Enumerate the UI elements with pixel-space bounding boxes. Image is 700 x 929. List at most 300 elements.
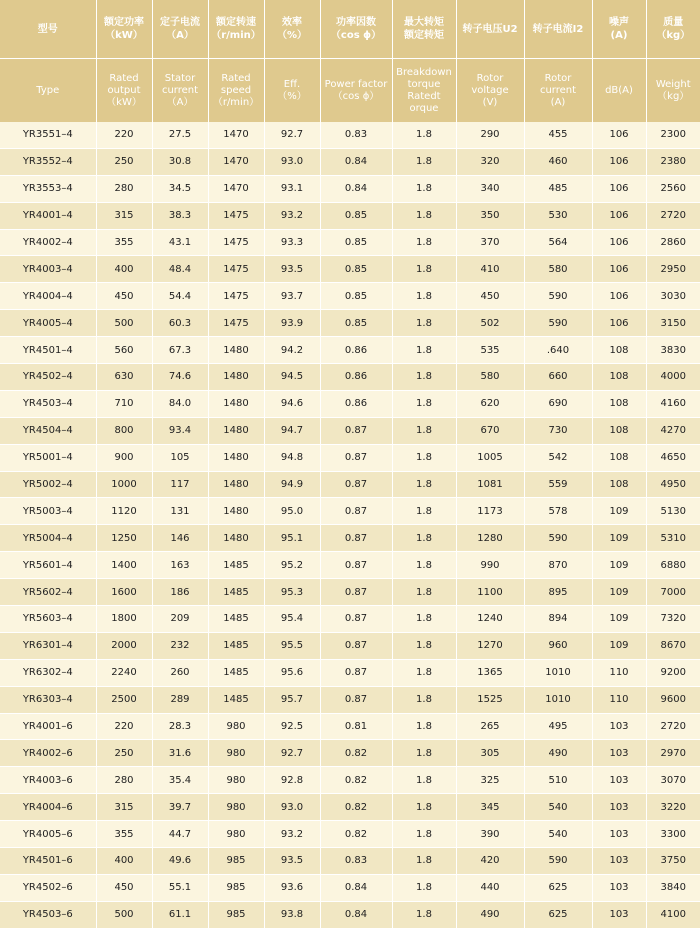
table-cell: 31.6: [152, 740, 208, 767]
header-cell: 定子电流 （A）: [152, 0, 208, 59]
table-cell: 106: [592, 256, 646, 283]
table-cell: 7320: [646, 606, 700, 633]
table-cell: 109: [592, 579, 646, 606]
table-row: [0, 794, 700, 821]
table-cell: 117: [152, 471, 208, 498]
table-cell: 93.8: [264, 901, 320, 928]
table-cell: 290: [456, 122, 524, 148]
table-cell: 500: [96, 310, 152, 337]
table-cell: 0.87: [320, 417, 392, 444]
header-cell: Rated output （kW）: [96, 59, 152, 123]
table-cell: 800: [96, 417, 152, 444]
table-cell: 74.6: [152, 364, 208, 391]
table-cell: 1250: [96, 525, 152, 552]
table-cell: 355: [96, 229, 152, 256]
table-cell: 250: [96, 740, 152, 767]
table-row: [0, 202, 700, 229]
table-cell: 35.4: [152, 767, 208, 794]
table-cell: 564: [524, 229, 592, 256]
table-cell: 93.4: [152, 417, 208, 444]
table-cell: 1470: [208, 148, 264, 175]
type-cell: YR4004–6: [0, 794, 96, 821]
table-cell: 2720: [646, 713, 700, 740]
table-cell: 94.2: [264, 337, 320, 364]
table-cell: 48.4: [152, 256, 208, 283]
table-cell: 350: [456, 202, 524, 229]
table-cell: 730: [524, 417, 592, 444]
table-cell: 60.3: [152, 310, 208, 337]
table-cell: 1.8: [392, 444, 456, 471]
table-cell: 1.8: [392, 659, 456, 686]
table-cell: 3300: [646, 821, 700, 848]
table-cell: 895: [524, 579, 592, 606]
table-cell: 39.7: [152, 794, 208, 821]
table-cell: 980: [208, 794, 264, 821]
table-row: [0, 148, 700, 175]
table-cell: 1010: [524, 686, 592, 713]
table-cell: 0.85: [320, 310, 392, 337]
table-row: [0, 256, 700, 283]
table-cell: 1.8: [392, 202, 456, 229]
table-cell: 960: [524, 632, 592, 659]
table-cell: 1485: [208, 579, 264, 606]
table-cell: 2380: [646, 148, 700, 175]
table-cell: 1.8: [392, 874, 456, 901]
table-cell: 95.2: [264, 552, 320, 579]
table-cell: 0.87: [320, 471, 392, 498]
type-cell: YR5001–4: [0, 444, 96, 471]
type-cell: YR4501–4: [0, 337, 96, 364]
table-row: [0, 471, 700, 498]
table-cell: 92.5: [264, 713, 320, 740]
table-cell: 103: [592, 901, 646, 928]
table-cell: 625: [524, 901, 592, 928]
table-cell: 410: [456, 256, 524, 283]
type-cell: YR3551–4: [0, 122, 96, 148]
table-cell: 1.8: [392, 256, 456, 283]
table-cell: 590: [524, 525, 592, 552]
table-row: [0, 874, 700, 901]
table-cell: 460: [524, 148, 592, 175]
table-cell: 106: [592, 148, 646, 175]
table-cell: 355: [96, 821, 152, 848]
table-cell: 103: [592, 821, 646, 848]
type-cell: YR4502–6: [0, 874, 96, 901]
type-cell: YR5003–4: [0, 498, 96, 525]
table-cell: 0.87: [320, 632, 392, 659]
type-cell: YR6301–4: [0, 632, 96, 659]
table-cell: 250: [96, 148, 152, 175]
table-cell: 55.1: [152, 874, 208, 901]
table-cell: 1.8: [392, 417, 456, 444]
table-cell: 5130: [646, 498, 700, 525]
type-cell: YR6302–4: [0, 659, 96, 686]
type-cell: YR3552–4: [0, 148, 96, 175]
table-cell: 95.6: [264, 659, 320, 686]
header-cell: Stator current （A）: [152, 59, 208, 123]
table-cell: 450: [96, 283, 152, 310]
table-cell: 280: [96, 767, 152, 794]
table-cell: 1.8: [392, 632, 456, 659]
table-cell: 4950: [646, 471, 700, 498]
table-cell: 4270: [646, 417, 700, 444]
table-cell: 7000: [646, 579, 700, 606]
table-cell: 530: [524, 202, 592, 229]
table-row: [0, 901, 700, 928]
table-cell: 502: [456, 310, 524, 337]
table-cell: 103: [592, 794, 646, 821]
table-cell: 0.85: [320, 256, 392, 283]
table-cell: 1.8: [392, 901, 456, 928]
table-row: [0, 364, 700, 391]
table-cell: 0.85: [320, 202, 392, 229]
table-cell: 109: [592, 632, 646, 659]
table-cell: 1485: [208, 606, 264, 633]
table-cell: 28.3: [152, 713, 208, 740]
table-cell: 1173: [456, 498, 524, 525]
table-cell: 1800: [96, 606, 152, 633]
table-cell: 0.83: [320, 122, 392, 148]
table-cell: 0.84: [320, 901, 392, 928]
table-cell: 660: [524, 364, 592, 391]
table-cell: 2950: [646, 256, 700, 283]
table-row: [0, 175, 700, 202]
table-cell: 110: [592, 659, 646, 686]
type-cell: YR4002–6: [0, 740, 96, 767]
header-cell: 额定转速 （r/min）: [208, 0, 264, 59]
table-cell: 980: [208, 767, 264, 794]
table-cell: 3830: [646, 337, 700, 364]
table-cell: 106: [592, 122, 646, 148]
table-cell: 540: [524, 794, 592, 821]
table-cell: 95.1: [264, 525, 320, 552]
table-cell: 108: [592, 444, 646, 471]
table-cell: 455: [524, 122, 592, 148]
table-cell: 0.87: [320, 552, 392, 579]
table-cell: 94.9: [264, 471, 320, 498]
table-cell: .640: [524, 337, 592, 364]
table-cell: 1081: [456, 471, 524, 498]
table-cell: 440: [456, 874, 524, 901]
table-cell: 106: [592, 283, 646, 310]
table-cell: 1470: [208, 122, 264, 148]
table-row: [0, 310, 700, 337]
table-cell: 186: [152, 579, 208, 606]
table-cell: 670: [456, 417, 524, 444]
table-cell: 1480: [208, 471, 264, 498]
table-cell: 325: [456, 767, 524, 794]
table-cell: 980: [208, 740, 264, 767]
table-row: [0, 767, 700, 794]
table-cell: 109: [592, 552, 646, 579]
type-cell: YR4004–4: [0, 283, 96, 310]
table-cell: 0.87: [320, 606, 392, 633]
table-row: [0, 740, 700, 767]
header-cell: Rated speed （r/min）: [208, 59, 264, 123]
table-cell: 4000: [646, 364, 700, 391]
table-cell: 106: [592, 310, 646, 337]
table-cell: 870: [524, 552, 592, 579]
table-row: [0, 848, 700, 875]
table-cell: 0.82: [320, 794, 392, 821]
table-cell: 2000: [96, 632, 152, 659]
table-cell: 1525: [456, 686, 524, 713]
table-cell: 94.5: [264, 364, 320, 391]
table-cell: 1.8: [392, 122, 456, 148]
table-row: [0, 659, 700, 686]
table-cell: 1.8: [392, 552, 456, 579]
table-cell: 345: [456, 794, 524, 821]
header-cell: 质量 （kg）: [646, 0, 700, 59]
type-cell: YR5002–4: [0, 471, 96, 498]
table-cell: 1480: [208, 390, 264, 417]
table-cell: 43.1: [152, 229, 208, 256]
table-cell: 93.5: [264, 256, 320, 283]
table-cell: 580: [524, 256, 592, 283]
table-cell: 894: [524, 606, 592, 633]
table-cell: 1485: [208, 552, 264, 579]
table-row: [0, 579, 700, 606]
type-cell: YR5602–4: [0, 579, 96, 606]
table-row: [0, 229, 700, 256]
table-cell: 0.86: [320, 364, 392, 391]
table-cell: 108: [592, 390, 646, 417]
table-row: [0, 337, 700, 364]
table-cell: 289: [152, 686, 208, 713]
table-cell: 103: [592, 767, 646, 794]
header-row-chinese: [0, 0, 700, 59]
type-cell: YR4001–6: [0, 713, 96, 740]
table-cell: 590: [524, 310, 592, 337]
table-cell: 94.7: [264, 417, 320, 444]
table-cell: 93.2: [264, 202, 320, 229]
table-cell: 1240: [456, 606, 524, 633]
table-cell: 0.84: [320, 148, 392, 175]
table-row: [0, 686, 700, 713]
table-cell: 400: [96, 256, 152, 283]
table-cell: 590: [524, 848, 592, 875]
table-cell: 110: [592, 686, 646, 713]
table-cell: 1485: [208, 632, 264, 659]
header-cell: 最大转矩 额定转矩: [392, 0, 456, 59]
table-cell: 985: [208, 848, 264, 875]
table-cell: 542: [524, 444, 592, 471]
table-cell: 27.5: [152, 122, 208, 148]
table-cell: 1.8: [392, 390, 456, 417]
table-cell: 163: [152, 552, 208, 579]
table-cell: 1.8: [392, 821, 456, 848]
table-cell: 67.3: [152, 337, 208, 364]
table-cell: 1600: [96, 579, 152, 606]
table-cell: 1.8: [392, 175, 456, 202]
table-cell: 0.86: [320, 390, 392, 417]
table-cell: 9600: [646, 686, 700, 713]
table-cell: 1270: [456, 632, 524, 659]
table-cell: 625: [524, 874, 592, 901]
table-cell: 0.83: [320, 848, 392, 875]
table-cell: 2860: [646, 229, 700, 256]
type-cell: YR4503–6: [0, 901, 96, 928]
table-cell: 1280: [456, 525, 524, 552]
table-cell: 1480: [208, 444, 264, 471]
type-cell: YR4001–4: [0, 202, 96, 229]
table-cell: 490: [456, 901, 524, 928]
table-cell: 109: [592, 525, 646, 552]
table-cell: 1.8: [392, 579, 456, 606]
header-cell: 转子电流I2: [524, 0, 592, 59]
table-cell: 320: [456, 148, 524, 175]
header-cell: Type: [0, 59, 96, 123]
table-cell: 540: [524, 821, 592, 848]
table-cell: 9200: [646, 659, 700, 686]
table-cell: 370: [456, 229, 524, 256]
table-cell: 0.82: [320, 767, 392, 794]
table-cell: 5310: [646, 525, 700, 552]
table-cell: 1365: [456, 659, 524, 686]
table-row: [0, 606, 700, 633]
table-cell: 900: [96, 444, 152, 471]
table-cell: 510: [524, 767, 592, 794]
table-cell: 3070: [646, 767, 700, 794]
table-cell: 220: [96, 713, 152, 740]
table-cell: 578: [524, 498, 592, 525]
header-cell: 效率 （%）: [264, 0, 320, 59]
table-cell: 0.87: [320, 659, 392, 686]
table-cell: 38.3: [152, 202, 208, 229]
table-cell: 94.8: [264, 444, 320, 471]
type-cell: YR4003–4: [0, 256, 96, 283]
table-cell: 590: [524, 283, 592, 310]
table-cell: 1.8: [392, 740, 456, 767]
table-cell: 1.8: [392, 337, 456, 364]
table-cell: 0.82: [320, 740, 392, 767]
table-cell: 131: [152, 498, 208, 525]
table-cell: 1470: [208, 175, 264, 202]
table-cell: 95.4: [264, 606, 320, 633]
table-cell: 3840: [646, 874, 700, 901]
table-cell: 580: [456, 364, 524, 391]
table-cell: 0.86: [320, 337, 392, 364]
table-cell: 1.8: [392, 148, 456, 175]
table-cell: 400: [96, 848, 152, 875]
table-cell: 985: [208, 874, 264, 901]
header-cell: Breakdown torque Ratedt orque: [392, 59, 456, 123]
header-cell: Weight （kg）: [646, 59, 700, 123]
table-cell: 690: [524, 390, 592, 417]
type-cell: YR5004–4: [0, 525, 96, 552]
table-cell: 450: [96, 874, 152, 901]
header-cell: dB(A): [592, 59, 646, 123]
header-cell: 额定功率 （kW）: [96, 0, 152, 59]
table-cell: 280: [96, 175, 152, 202]
header-cell: Eff. （%）: [264, 59, 320, 123]
table-cell: 620: [456, 390, 524, 417]
table-cell: 106: [592, 175, 646, 202]
table-cell: 93.6: [264, 874, 320, 901]
table-cell: 3030: [646, 283, 700, 310]
table-cell: 2500: [96, 686, 152, 713]
table-cell: 420: [456, 848, 524, 875]
table-cell: 93.0: [264, 148, 320, 175]
table-cell: 1.8: [392, 713, 456, 740]
table-cell: 1400: [96, 552, 152, 579]
type-cell: YR3553–4: [0, 175, 96, 202]
table-cell: 4160: [646, 390, 700, 417]
table-cell: 4100: [646, 901, 700, 928]
table-cell: 92.7: [264, 122, 320, 148]
table-row: [0, 552, 700, 579]
table-cell: 0.84: [320, 175, 392, 202]
table-row: [0, 390, 700, 417]
table-cell: 1120: [96, 498, 152, 525]
table-cell: 2300: [646, 122, 700, 148]
table-cell: 1480: [208, 498, 264, 525]
table-cell: 95.5: [264, 632, 320, 659]
table-row: [0, 283, 700, 310]
table-cell: 630: [96, 364, 152, 391]
table-cell: 232: [152, 632, 208, 659]
table-cell: 985: [208, 901, 264, 928]
table-cell: 1485: [208, 659, 264, 686]
type-cell: YR6303–4: [0, 686, 96, 713]
table-cell: 1.8: [392, 794, 456, 821]
table-cell: 108: [592, 337, 646, 364]
header-cell: Power factor （cos ϕ）: [320, 59, 392, 123]
table-cell: 390: [456, 821, 524, 848]
table-cell: 1.8: [392, 364, 456, 391]
table-cell: 710: [96, 390, 152, 417]
table-cell: 6880: [646, 552, 700, 579]
table-cell: 1480: [208, 417, 264, 444]
table-cell: 61.1: [152, 901, 208, 928]
table-header: [0, 0, 700, 122]
header-cell: 型号: [0, 0, 96, 59]
table-cell: 93.9: [264, 310, 320, 337]
type-cell: YR5603–4: [0, 606, 96, 633]
table-cell: 0.87: [320, 444, 392, 471]
table-cell: 106: [592, 202, 646, 229]
type-cell: YR4502–4: [0, 364, 96, 391]
table-cell: 94.6: [264, 390, 320, 417]
table-cell: 559: [524, 471, 592, 498]
table-cell: 3750: [646, 848, 700, 875]
table-cell: 1.8: [392, 686, 456, 713]
table-row: [0, 821, 700, 848]
table-cell: 1010: [524, 659, 592, 686]
table-cell: 44.7: [152, 821, 208, 848]
table-cell: 1.8: [392, 310, 456, 337]
table-row: [0, 444, 700, 471]
table-cell: 315: [96, 794, 152, 821]
header-row-english: [0, 59, 700, 123]
table-cell: 2560: [646, 175, 700, 202]
table-cell: 93.3: [264, 229, 320, 256]
header-cell: Rotor current (A): [524, 59, 592, 123]
table-cell: 105: [152, 444, 208, 471]
table-body: [0, 122, 700, 928]
table-cell: 0.84: [320, 874, 392, 901]
table-cell: 1.8: [392, 606, 456, 633]
table-row: [0, 525, 700, 552]
table-cell: 1100: [456, 579, 524, 606]
table-cell: 1.8: [392, 471, 456, 498]
table-cell: 4650: [646, 444, 700, 471]
table-cell: 0.85: [320, 229, 392, 256]
table-cell: 49.6: [152, 848, 208, 875]
table-row: [0, 632, 700, 659]
table-cell: 1.8: [392, 525, 456, 552]
table-cell: 103: [592, 848, 646, 875]
